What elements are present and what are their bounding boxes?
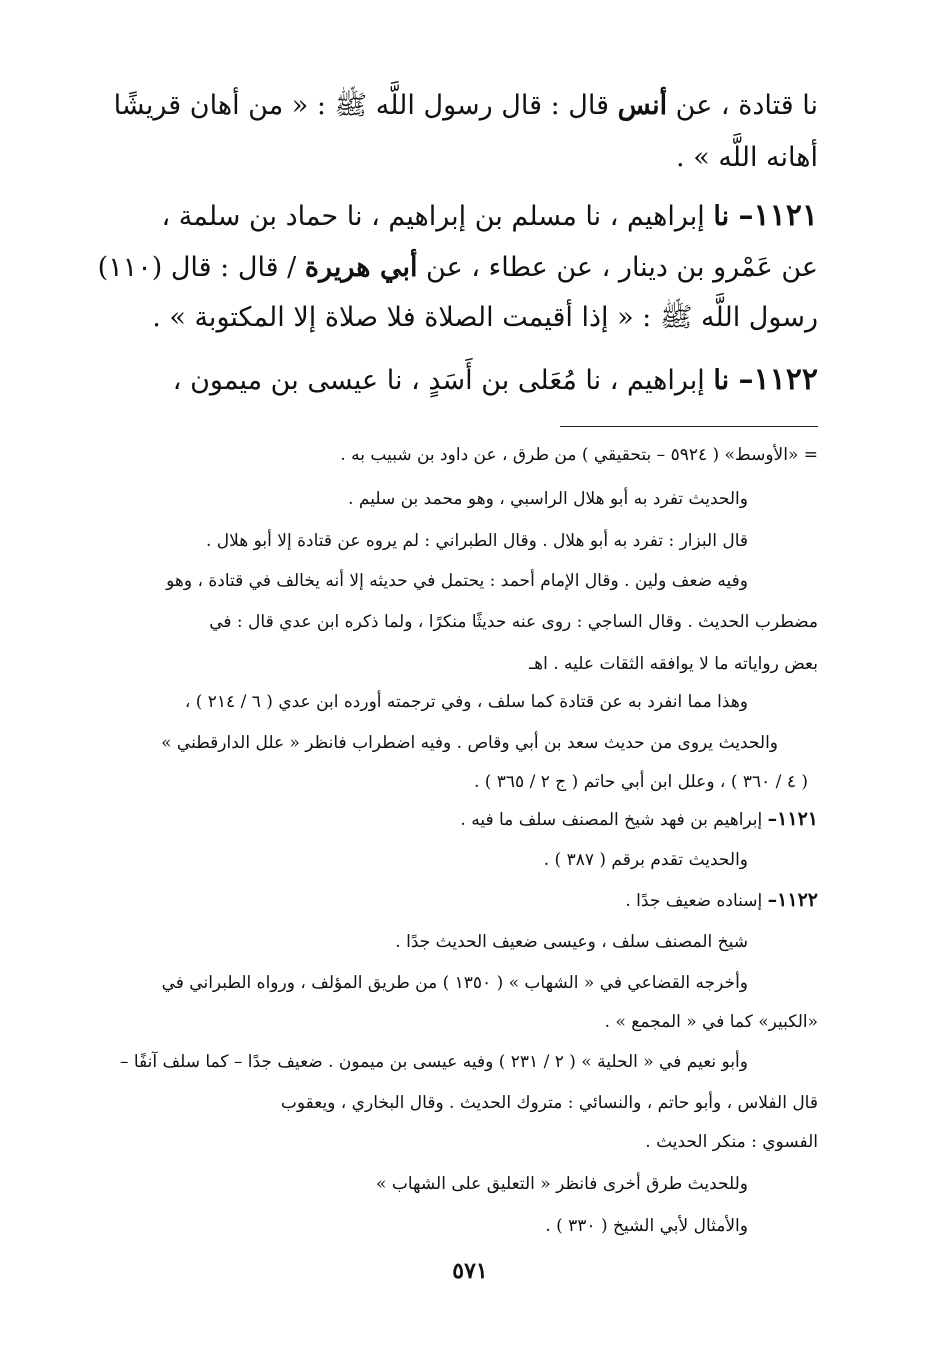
footnote-number: ١١٢٢– [767, 889, 818, 911]
footnote-line: شيخ المصنف سلف ، وعيسى ضعيف الحديث جدًا . [395, 932, 748, 952]
text: قال : قال رسول اللَّه ﷺ : « من أهان قريشًا [113, 90, 618, 121]
footnote-line: والحديث تفرد به أبو هلال الراسبي ، وهو محمد بن سليم . [348, 489, 748, 509]
footnote-separator [560, 426, 818, 427]
footnote-1121 [460, 807, 818, 832]
main-line: أهانه اللَّه » . [676, 142, 818, 173]
na-word: نا [713, 201, 739, 232]
footnote-line: قال الفلاس ، وأبو حاتم ، والنسائي : متروك الحديث . وقال البخاري ، ويعقوب [280, 1093, 818, 1113]
footnote-line: والحديث تقدم برقم ( ٣٨٧ ) . [543, 850, 748, 870]
hadith-1121 [161, 196, 818, 237]
footnote-line: وفيه ضعف ولين . وقال الإمام أحمد : يحتمل في حديثه إلا أنه يخالف في قتادة ، وهو [166, 571, 748, 591]
text: إبراهيم ، نا مُعَلى بن أَسَدٍ ، نا عيسى بن ميمون ، [172, 365, 714, 396]
page-number: ٥٧١ [452, 1258, 488, 1284]
footnote-line: مضطرب الحديث . وقال الساجي : روى عنه حديثًا منكرًا ، ولما ذكره ابن عدي قال : في [209, 612, 818, 632]
footnote-line: بعض رواياته ما لا يوافقه الثقات عليه . اهـ [529, 654, 818, 674]
narrator-name: أبي هريرة [304, 252, 418, 283]
text: إسناده ضعيف جدًا . [625, 891, 768, 911]
text: إبراهيم ، نا مسلم بن إبراهيم ، نا حماد بن سلمة ، [161, 201, 714, 232]
text: نا قتادة ، عن [667, 90, 818, 121]
footnote-line: وأبو نعيم في « الحلية » ( ٢ / ٢٣١ ) وفيه عيسى بن ميمون . ضعيف جدًا – كما سلف آنفًا – [119, 1052, 748, 1072]
na-word: نا [713, 365, 739, 396]
footnote-line: ( ٤ / ٣٦٠ ) ، وعلل ابن أبي حاتم ( ج ٢ / ٣٦٥ ) . [473, 772, 808, 792]
hadith-1122 [173, 360, 818, 401]
footnote-line: وهذا مما انفرد به عن قتادة كما سلف ، وفي ترجمته أورده ابن عدي ( ٦ / ٢١٤ ) ، [184, 692, 748, 712]
hadith-number: ١١٢٢– [738, 362, 818, 397]
footnote-line: والأمثال لأبي الشيخ ( ٣٣٠ ) . [545, 1216, 748, 1236]
footnote-line: «الكبير» كما في « المجمع » . [604, 1012, 818, 1032]
footnote-line: = «الأوسط» ( ٥٩٢٤ – بتحقيقي ) من طرق ، عن داود بن شبيب به . [340, 445, 818, 465]
footnote-number: ١١٢١– [767, 808, 818, 830]
footnote-line: الفسوي : منكر الحديث . [645, 1132, 818, 1152]
footnote-line: والحديث يروى من حديث سعد بن أبي وقاص . وفيه اضطراب فانظر « علل الدارقطني » [161, 733, 778, 753]
main-line: رسول اللَّه ﷺ : « إذا أقيمت الصلاة فلا صلاة إلا المكتوبة » . [152, 302, 818, 333]
footnote-line: وأخرجه القضاعي في « الشهاب » ( ١٣٥٠ ) من طريق المؤلف ، ورواه الطبراني في [161, 973, 748, 993]
hadith-number: ١١٢١– [738, 198, 818, 233]
main-line [98, 248, 818, 288]
main-line [114, 86, 818, 126]
text: عن عَمْرو بن دينار ، عن عطاء ، عن [417, 252, 818, 283]
narrator-name: أنس [617, 90, 668, 121]
text: إبراهيم بن فهد شيخ المصنف سلف ما فيه . [460, 810, 768, 830]
text: / قال : قال (١١٠) [97, 252, 305, 283]
footnote-line: قال البزار : تفرد به أبو هلال . وقال الطبراني : لم يروه عن قتادة إلا أبو هلال . [205, 531, 748, 551]
footnote-line: وللحديث طرق أخرى فانظر « التعليق على الشهاب » [376, 1174, 748, 1194]
footnote-1122 [625, 888, 818, 913]
